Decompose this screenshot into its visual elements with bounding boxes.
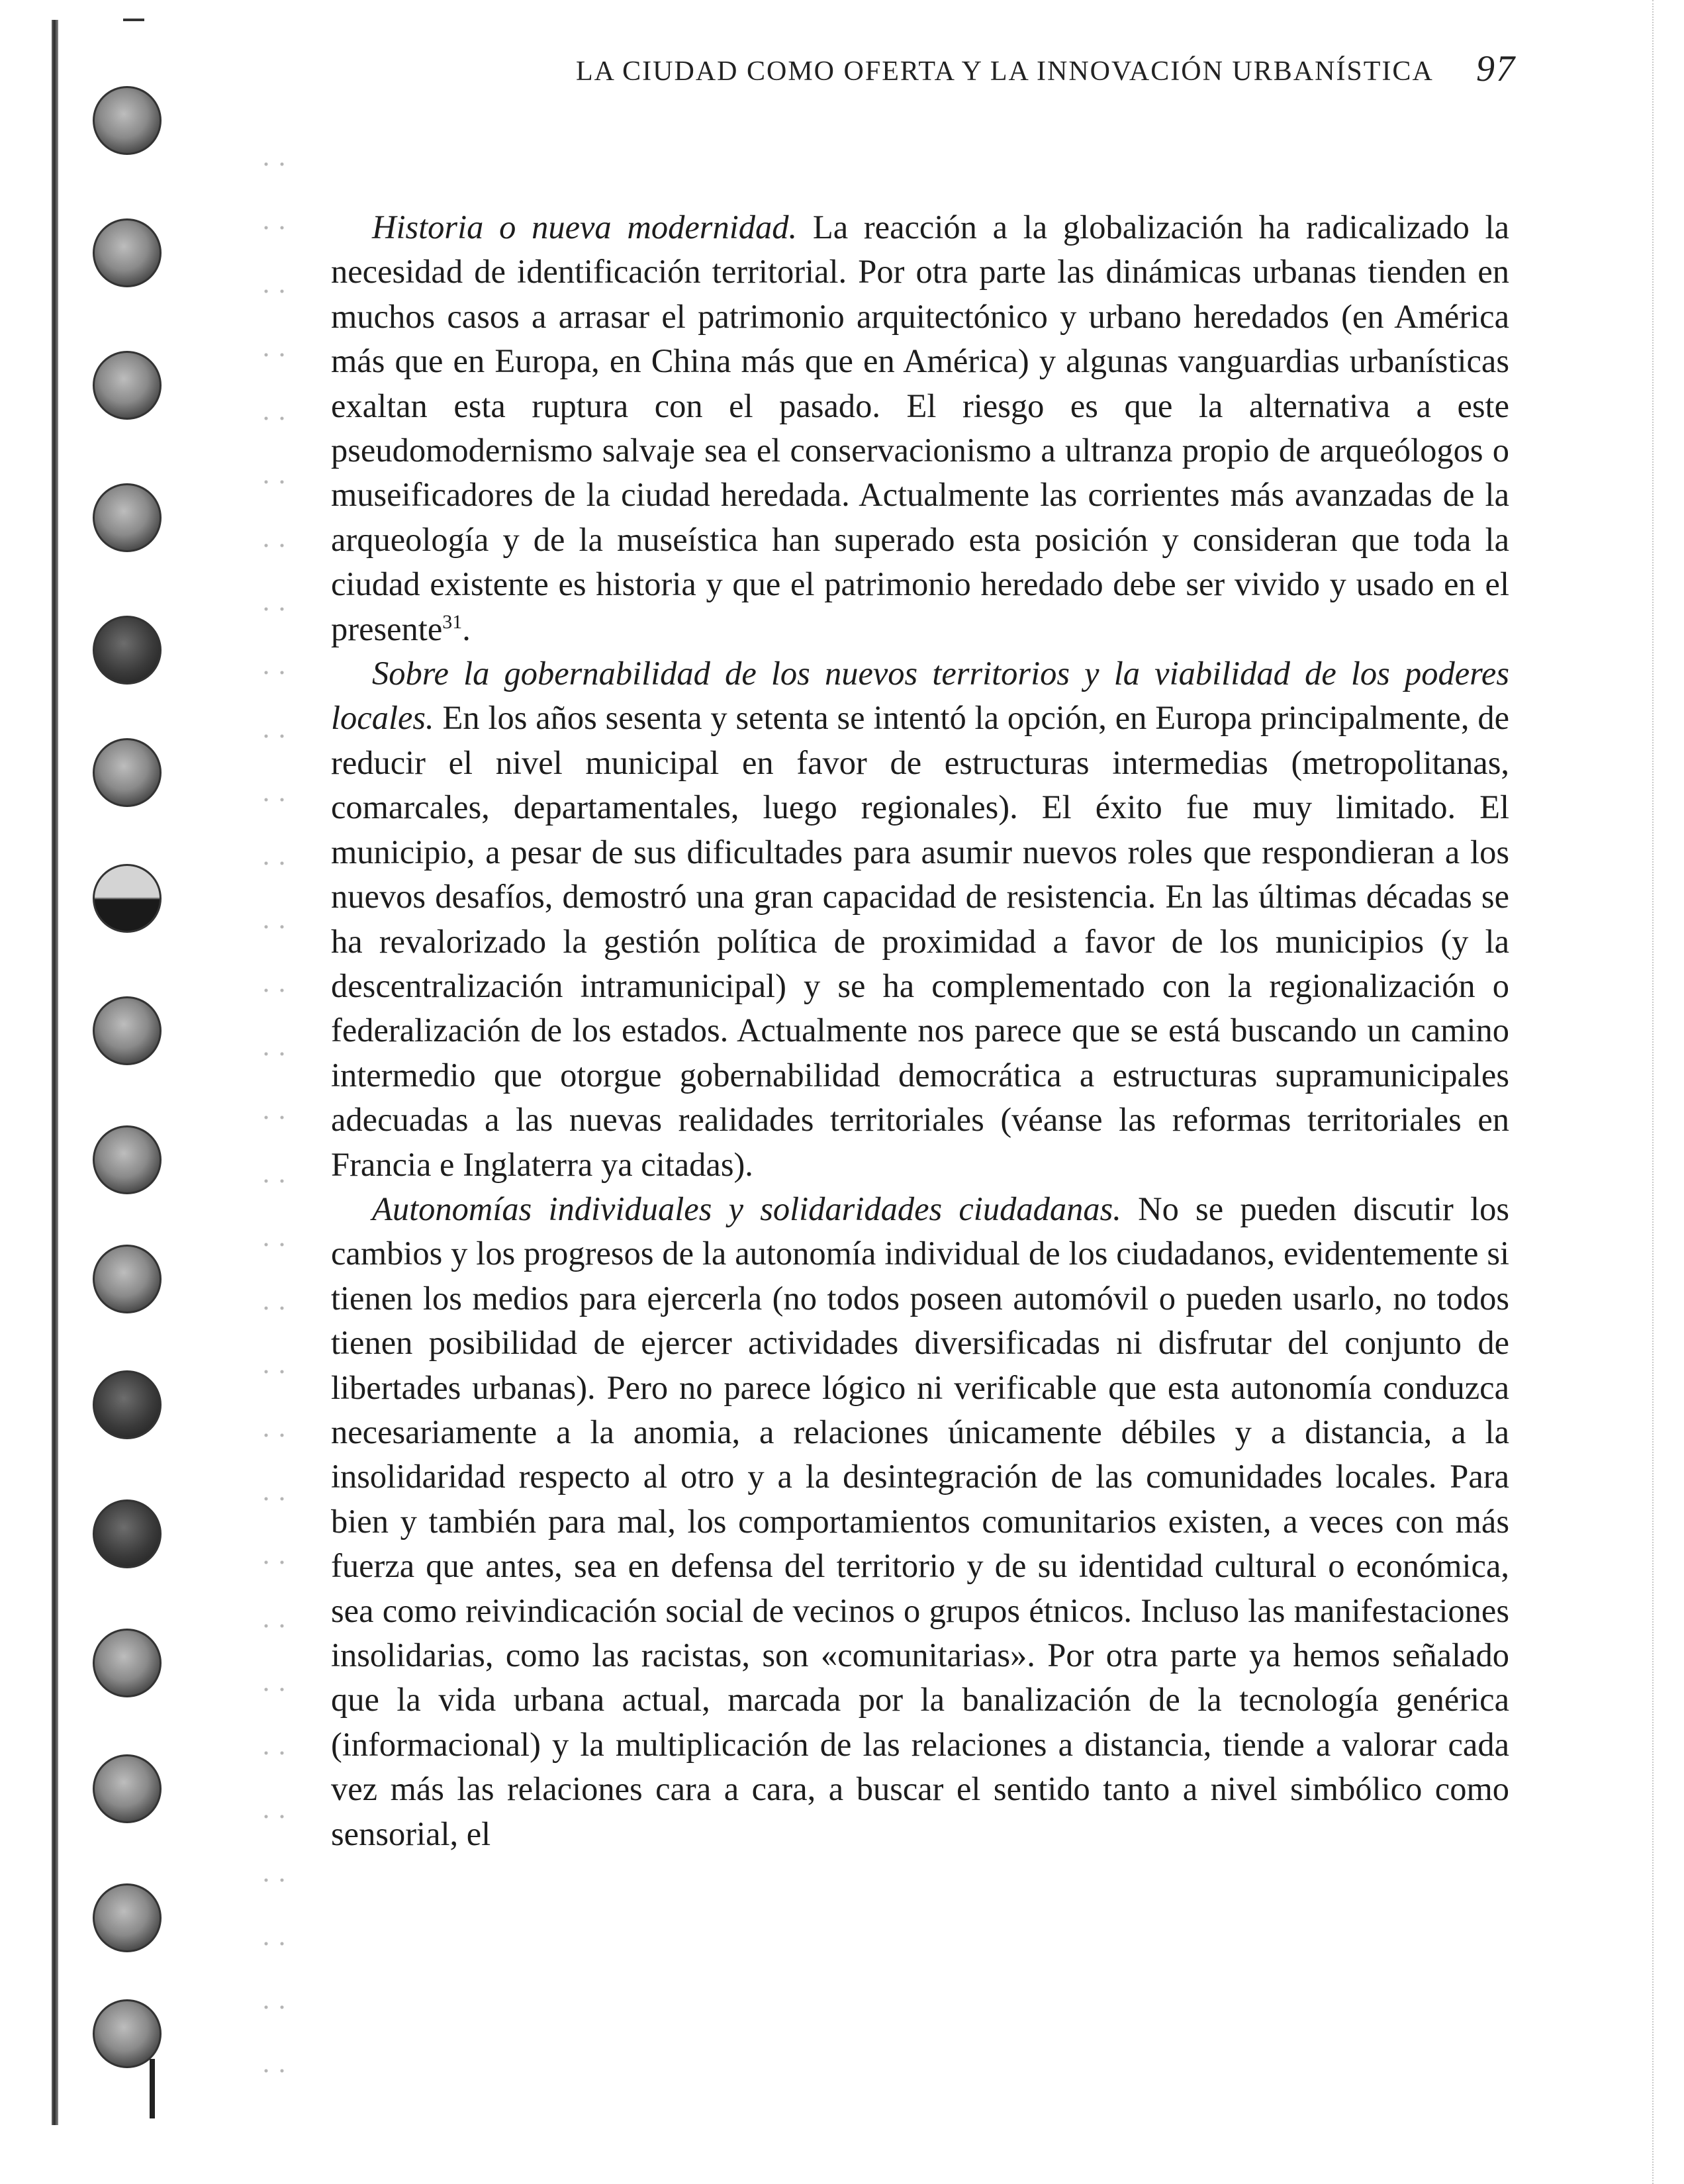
paragraph-text: No se pueden discutir los cambios y los progresos de la autonomía individual de los ciudadanos, evidentemente si tienen los medios para ejercerla (no todos poseen automóvil o pueden usarlo, no todos tienen posibilidad de ejercer actividades diversificadas ni disfrutar del conjunto de libertades urbanas). Pero no parece lógico ni verificable que esta autonomía conduzca necesariamente a la anomia, a relaciones únicamente débiles y a distancia, a la insolidaridad respecto al otro y a la desintegración de las comunidades locales. Para bien y también para mal, los comportamientos comunitarios existen, a veces con más fuerza que antes, sea en defensa del territorio y de su identidad cultural o económica, sea como reivindicación social de vecinos o grupos étnicos. Incluso las manifestaciones insolidarias, como las racistas, son «comunitarias». Por otra parte ya hemos señalado que la vida urbana actual, marcada por la banalización de la tecnología genérica (informacional) y la multiplicación de las relaciones a distancia, tiende a valorar cada vez más las relaciones cara a cara, a buscar el sentido tanto a nivel simbólico como sensorial, el (331, 1190, 1510, 1852)
binder-hole-icon (93, 616, 162, 685)
paragraph (331, 1187, 1509, 1856)
binder-hole-icon (93, 1754, 162, 1823)
paragraph-heading: Sobre la gobernabilidad de los nuevos territorios y la viabilidad de los poderes locales. (331, 655, 1509, 737)
binder-holes (93, 0, 172, 2184)
paragraph (331, 651, 1509, 1187)
binder-hole-icon (93, 1245, 162, 1313)
footnote-ref: 31 (442, 610, 463, 633)
paragraph (331, 205, 1509, 651)
binder-hole-icon (93, 1999, 162, 2068)
binder-hole-icon (93, 864, 162, 933)
paragraph-text: La reacción a la globalización ha radicalizado la necesidad de identificación territorial. Por otra parte las dinámicas urbanas tienden en muchos casos a arrasar el patrimonio arquitectónico y urbano heredados (en América más que en Europa, en China más que en América) y algunas vanguardias urbanísticas exaltan esta ruptura con el pasado. El riesgo es que la alternativa a este pseudomodernismo salvaje sea el conservacionismo a ultranza propio de arqueólogos o museificadores de la ciudad heredada. Actualmente las corrientes más avanzadas de la arqueología y de la museística han superado esta posición y consideran que toda la ciudad existente es historia y que el patrimonio heredado debe ser vivido y usado en el presente (331, 209, 1510, 647)
binder-hole-icon (93, 86, 162, 155)
binder-hole-icon (93, 218, 162, 287)
binder-hole-icon (93, 1370, 162, 1439)
body-text (331, 205, 1509, 1856)
binding-mark (150, 2059, 155, 2118)
page-edge (1652, 0, 1655, 2184)
paragraph-heading: Autonomías individuales y solidaridades ciudadanas. (372, 1190, 1121, 1227)
binder-hole-icon (93, 996, 162, 1065)
binder-hole-icon (93, 483, 162, 552)
binder-hole-icon (93, 1629, 162, 1697)
running-header (576, 48, 1516, 94)
scan-speckle (258, 132, 285, 2092)
paragraph-end: . (462, 610, 471, 647)
page-number: 97 (1476, 48, 1516, 89)
binder-hole-icon (93, 1883, 162, 1952)
paragraph-text: En los años sesenta y setenta se intentó la opción, en Europa principalmente, de reducir el nivel municipal en favor de estructuras intermedias (metropolitanas, comarcales, departamentales, luego regionales). El éxito fue muy limitado. El municipio, a pesar de sus dificultades para asumir nuevos roles que respondieran a los nuevos desafíos, demostró una gran capacidad de resistencia. En las últimas décadas se ha revalorizado la gestión política de proximidad a favor de los municipios (y la descentralización intramunicipal) y se ha complementado con la regionalización o federalización de los estados. Actualmente nos parece que se está buscando un camino intermedio que otorgue gobernabilidad democrática a estructuras supramunicipales adecuadas a las nuevas realidades territoriales (véanse las reformas territoriales en Francia e Inglaterra ya citadas). (331, 699, 1509, 1183)
binder-hole-icon (93, 738, 162, 807)
running-title: LA CIUDAD COMO OFERTA Y LA INNOVACIÓN URBANÍSTICA (576, 56, 1434, 87)
binder-hole-icon (93, 1125, 162, 1194)
paragraph-heading: Historia o nueva modernidad. (372, 209, 798, 246)
binder-hole-icon (93, 351, 162, 420)
binder-hole-icon (93, 1499, 162, 1568)
binding-edge (52, 20, 58, 2125)
